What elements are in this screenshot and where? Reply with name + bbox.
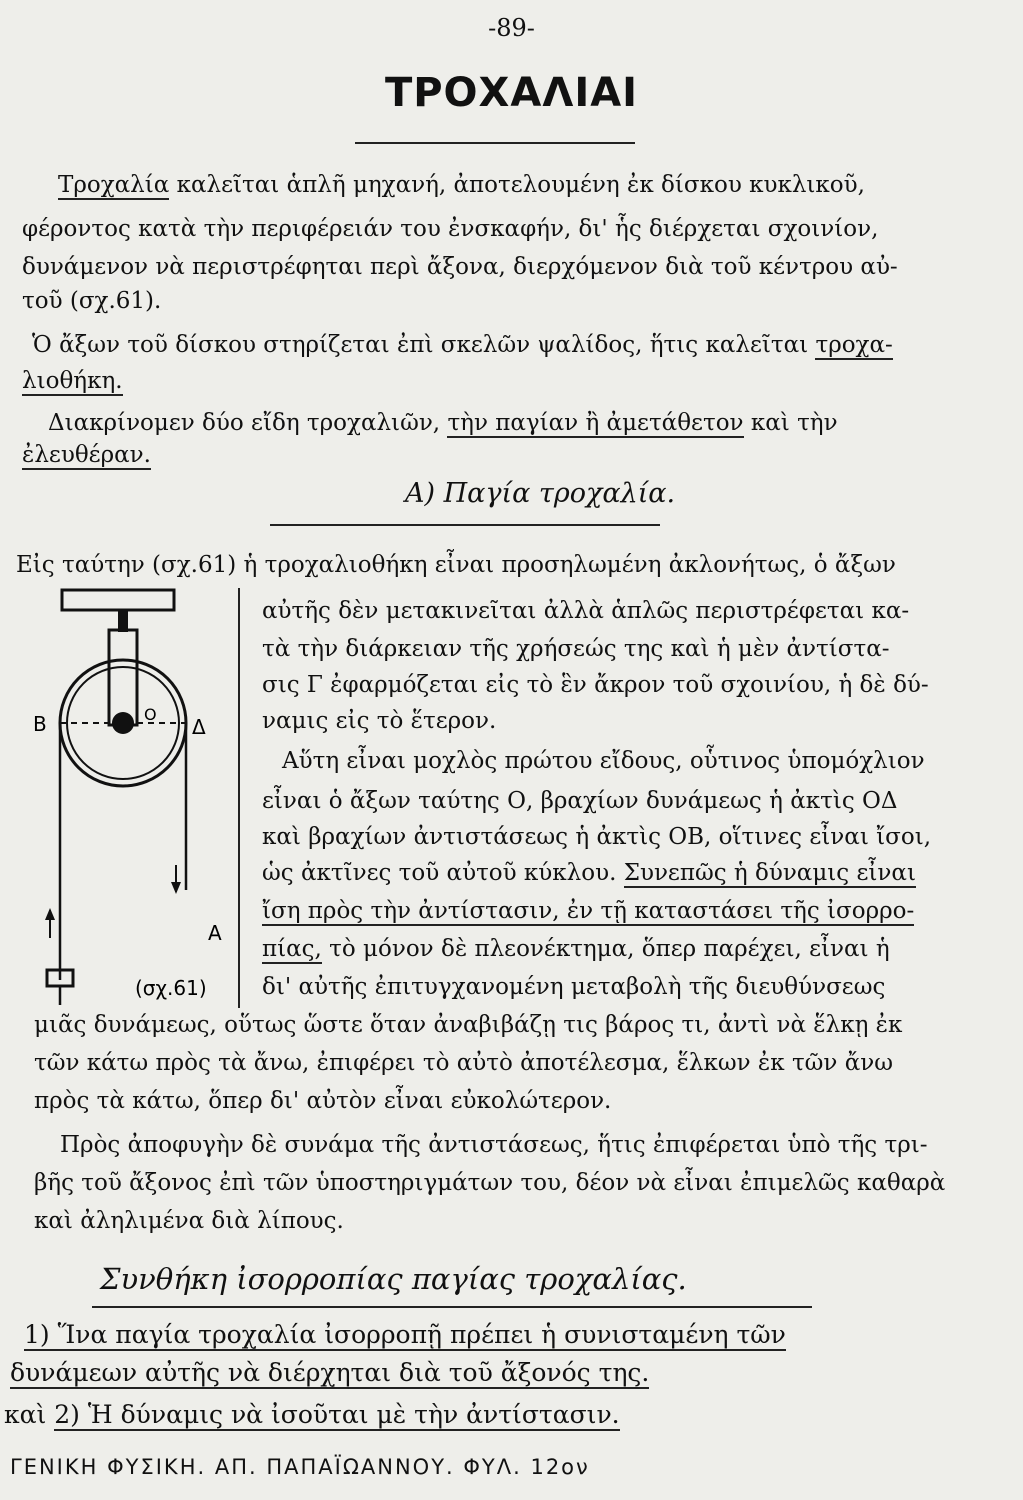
intro-line-7: Διακρίνομεν δύο εἴδη τροχαλιῶν, τὴν παγίαν ἢ ἀμετάθετον καὶ τὴν (48, 410, 838, 436)
sec-a-line-14: τῶν κάτω πρὸς τὰ ἄνω, ἐπιφέρει τὸ αὐτὸ ἀποτέλεσμα, ἕλκων ἐκ τῶν ἄνω (34, 1050, 893, 1076)
label-a: Α (208, 921, 222, 945)
figure-61-fixed-pulley (0, 560, 250, 1010)
section-a-rule (270, 524, 660, 526)
mount-plate (62, 590, 174, 610)
intro-line-1: Τροχαλία καλεῖται ἁπλῆ μηχανή, ἀποτελουμένη ἐκ δίσκου κυκλικοῦ, (58, 172, 865, 198)
resistance-arrow-head (45, 908, 55, 920)
condition-line-2: δυνάμεων αὐτῆς νὰ διέρχηται διὰ τοῦ ἄξονός της. (10, 1358, 650, 1387)
sec-a-line-2: αὐτῆς δὲν μετακινεῖται ἀλλὰ ἁπλῶς περιστρέφεται κα- (262, 598, 910, 624)
term-pagia: τὴν παγίαν ἢ ἀμετάθετον (447, 410, 744, 436)
intro-line-4: τοῦ (σχ.61). (22, 288, 162, 314)
sec-a-line-12: δι' αὐτῆς ἐπιτυγχανομένη μεταβολὴ τῆς διευθύνσεως (262, 974, 886, 1000)
term-trochaliothiki: τροχα- (815, 332, 893, 358)
intro-line-3: δυνάμενον νὰ περιστρέφηται περὶ ἄξονα, διερχόμενον διὰ τοῦ κέντρου αὐ- (22, 254, 898, 280)
section-a-heading: Α) Παγία τροχαλία. (405, 478, 676, 509)
sec-a-line-3: τὰ τὴν διάρκειαν τῆς χρήσεώς της καὶ ἡ μὲν ἀντίστα- (262, 636, 890, 662)
label-d: Δ (192, 715, 206, 739)
sec-a-line-5: ναμις εἰς τὸ ἕτερον. (262, 708, 497, 734)
sec-a-line-1: Εἰς ταύτην (σχ.61) ἡ τροχαλιοθήκη εἶναι προσηλωμένη ἀκλονήτως, ὁ ἄξων (16, 552, 896, 578)
condition-rule (92, 1306, 812, 1308)
condition-heading: Συνθήκη ἰσορροπίας παγίας τροχαλίας. (100, 1262, 687, 1296)
sec-a-line-15: πρὸς τὰ κάτω, ὅπερ δι' αὐτὸν εἶναι εὐκολώτερον. (34, 1088, 612, 1114)
condition-line-3: καὶ 2) Ἡ δύναμις νὰ ἰσοῦται μὲ τὴν ἀντίστασιν. (4, 1400, 620, 1429)
condition-line-1: 1) Ἵνα παγία τροχαλία ἰσορροπῇ πρέπει ἡ συνισταμένη τῶν (24, 1320, 786, 1349)
label-o: Ο (144, 705, 157, 724)
figure-caption: (σχ.61) (135, 976, 207, 1000)
sec-a-line-6: Αὕτη εἶναι μοχλὸς πρώτου εἴδους, οὗτινος ὑπομόχλιον (282, 748, 925, 774)
intro-line-6: λιοθήκη. (22, 368, 123, 394)
sec-a-line-4: σις Γ ἐφαρμόζεται εἰς τὸ ἓν ἄκρον τοῦ σχοινίου, ἡ δὲ δύ- (262, 672, 929, 698)
intro-line-8 (22, 440, 151, 470)
sec-a-line-8: καὶ βραχίων ἀντιστάσεως ἡ ἀκτὶς ΟΒ, οἵτινες εἶναι ἴσοι, (262, 824, 932, 850)
term-eleuthera: ἐλευθέραν. (22, 442, 151, 468)
footer-citation: ΓΕΝΙΚΗ ΦΥΣΙΚΗ. ΑΠ. ΠΑΠΑΪΩΑΝΝΟΥ. ΦΥΛ. 12ον (10, 1455, 590, 1479)
sec-a-line-7: εἶναι ὁ ἄξων ταύτης Ο, βραχίων δυνάμεως ἡ ἀκτὶς ΟΔ (262, 788, 898, 814)
sec-a-line-13: μιᾶς δυνάμεως, οὕτως ὥστε ὅταν ἀναβιβάζῃ τις βάρος τι, ἀντὶ νὰ ἕλκῃ ἐκ (34, 1012, 903, 1038)
page-title: ΤΡΟΧΑΛΙΑΙ (384, 70, 639, 116)
label-b: Β (33, 712, 47, 736)
intro-line-2: φέροντος κατὰ τὴν περιφέρειάν του ἐνσκαφήν, δι' ἧς διέρχεται σχοινίον, (22, 216, 879, 242)
page-number: -89- (488, 14, 535, 42)
sec-a-line-18: καὶ ἀληλιμένα διὰ λίπους. (34, 1208, 344, 1234)
figure-divider (238, 588, 240, 1008)
sec-a-line-16: Πρὸς ἀποφυγὴν δὲ συνάμα τῆς ἀντιστάσεως, ἥτις ἐπιφέρεται ὑπὸ τῆς τρι- (60, 1132, 928, 1158)
pulley-block-arm (109, 630, 137, 725)
title-rule (355, 142, 635, 144)
term-trochalia: Τροχαλία (58, 172, 170, 198)
sec-a-line-11: πίας, τὸ μόνον δὲ πλεονέκτημα, ὅπερ παρέχει, εἶναι ἡ (262, 936, 890, 962)
intro-line-5: Ὁ ἄξων τοῦ δίσκου στηρίζεται ἐπὶ σκελῶν ψαλίδος, ἥτις καλεῖται τροχα- (32, 332, 893, 358)
sec-a-line-10: ἴση πρὸς τὴν ἀντίστασιν, ἐν τῇ καταστάσει τῆς ἰσορρο- (262, 898, 915, 924)
force-arrow-head (171, 882, 181, 894)
sec-a-line-17: βῆς τοῦ ἄξονος ἐπὶ τῶν ὑποστηριγμάτων του, δέον νὰ εἶναι ἐπιμελῶς καθαρὰ (34, 1170, 946, 1196)
sec-a-line-9: ὡς ἀκτῖνες τοῦ αὐτοῦ κύκλου. Συνεπῶς ἡ δύναμις εἶναι (262, 860, 916, 886)
